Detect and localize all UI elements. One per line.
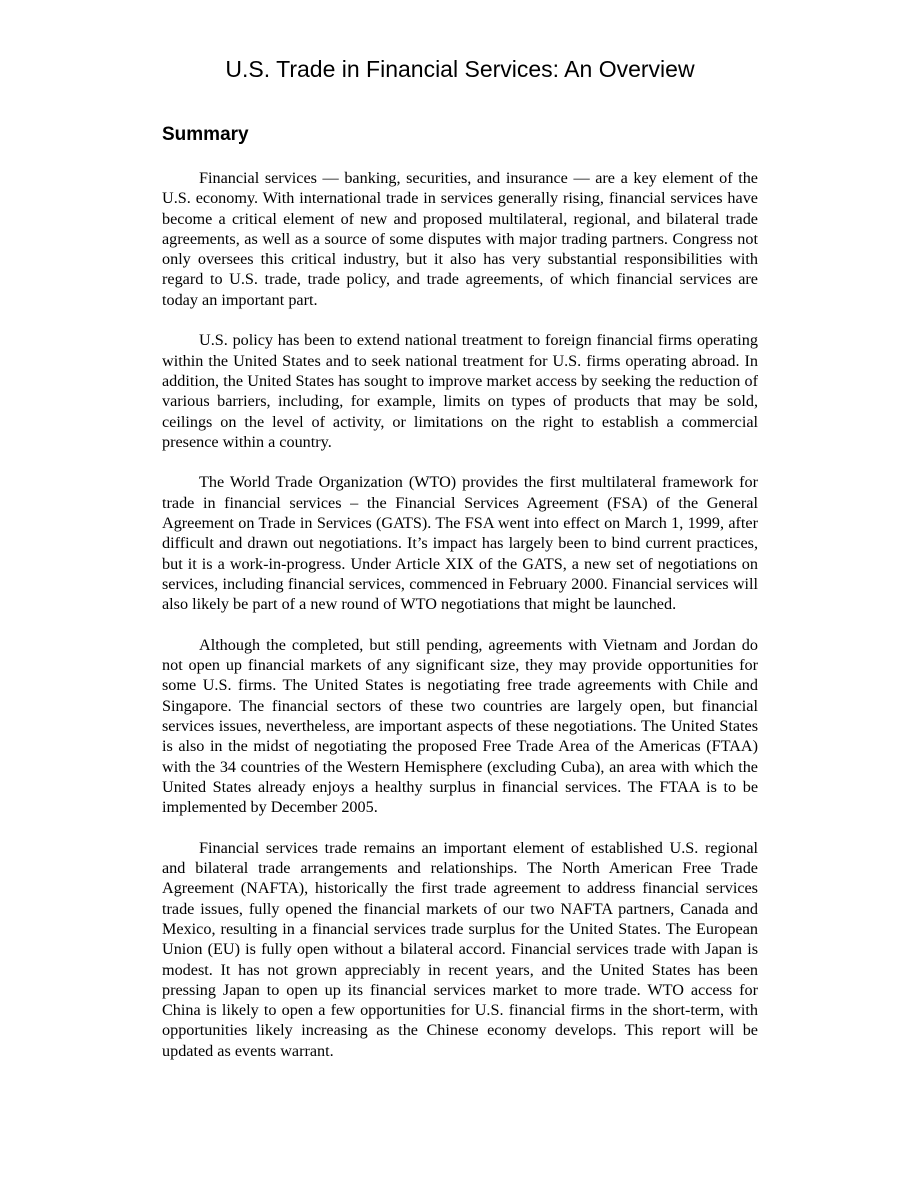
- summary-paragraph-1: Financial services — banking, securities, and insurance — are a key element of the U.S. economy. With international trade in services generally rising, financial services have become a critical element of new and proposed multilateral, regional, and bilateral trade agreements, as well as a source of some disputes with major trading partners. Congress not only oversees this critical industry, but it also has very substantial responsibilities with regard to U.S. trade, trade policy, and trade agreements, of which financial services are today an important part.: [162, 169, 758, 309]
- section-heading-summary: Summary: [162, 124, 249, 145]
- summary-paragraph-5: Financial services trade remains an important element of established U.S. regional and bilateral trade arrangements and relationships. The North American Free Trade Agreement (NAFTA), historically the first trade agreement to address financial services trade issues, fully opened the financial markets of our two NAFTA partners, Canada and Mexico, resulting in a financial services trade surplus for the United States. The European Union (EU) is fully open without a bilateral accord. Financial services trade with Japan is modest. It has not grown appreciably in recent years, and the United States has been pressing Japan to open up its financial services market to more trade. WTO access for China is likely to open a few opportunities for U.S. financial firms in the short-term, with opportunities likely increasing as the Chinese economy develops. This report will be updated as events warrant.: [162, 838, 758, 1060]
- document-title: U.S. Trade in Financial Services: An Overview: [225, 56, 695, 82]
- summary-body: [162, 168, 758, 1081]
- summary-paragraph-3: The World Trade Organization (WTO) provides the first multilateral framework for trade in financial services – the Financial Services Agreement (FSA) of the General Agreement on Trade in Services (GATS). The FSA went into effect on March 1, 1999, after difficult and drawn out negotiations. It’s impact has largely been to bind current practices, but it is a work-in-progress. Under Article XIX of the GATS, a new set of negotiations on services, including financial services, commenced in February 2000. Financial services will also likely be part of a new round of WTO negotiations that might be launched.: [162, 473, 758, 614]
- summary-paragraph-4: Although the completed, but still pending, agreements with Vietnam and Jordan do not open up financial markets of any significant size, they may provide opportunities for some U.S. firms. The United States is negotiating free trade agreements with Chile and Singapore. The financial sectors of these two countries are largely open, but financial services issues, nevertheless, are important aspects of these negotiations. The United States is also in the midst of negotiating the proposed Free Trade Area of the Americas (FTAA) with the 34 countries of the Western Hemisphere (excluding Cuba), an area with which the United States already enjoys a healthy surplus in financial services. The FTAA is to be implemented by December 2005.: [162, 635, 758, 817]
- summary-paragraph-2: U.S. policy has been to extend national treatment to foreign financial firms operating within the United States and to seek national treatment for U.S. firms operating abroad. In addition, the United States has sought to improve market access by seeking the reduction of various barriers, including, for example, limits on types of products that may be sold, ceilings on the level of activity, or limitations on the right to establish a commercial presence within a country.: [162, 331, 758, 451]
